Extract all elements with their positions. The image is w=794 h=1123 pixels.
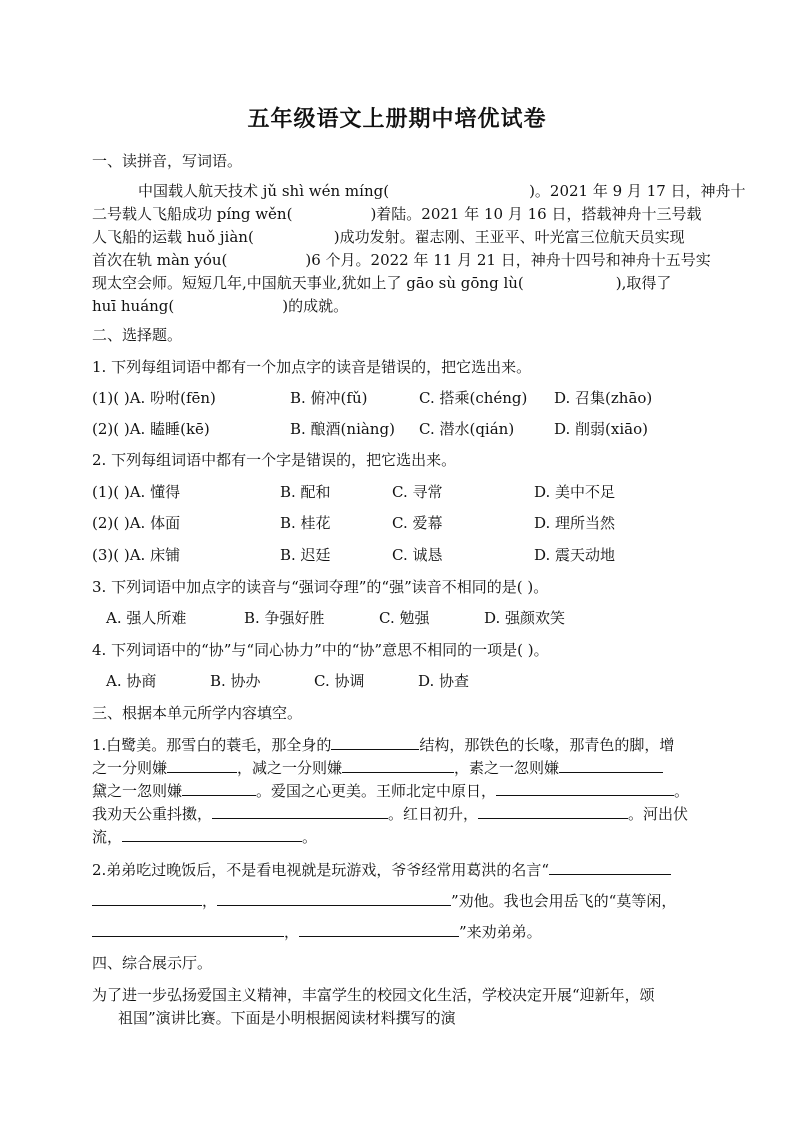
section-3-heading: 三、根据本单元所学内容填空。 [92,704,303,722]
fill-line-7 [92,890,676,912]
question-3: 3. 下列词语中加点字的读音与“强词夺理”的“强”读音不相同的是( )。 [92,578,549,596]
passage-line-6 [92,295,348,317]
fill-text: 。爱国之心更美。王师北定中原日， [256,782,497,800]
fill-text: 。河出伏 [628,805,689,823]
q2-row-3 [92,544,712,566]
answer-blank[interactable] [167,757,237,773]
fill-text: 。 [302,828,318,846]
option-c: C. 协调 [314,672,365,690]
option-a: A. 协商 [106,672,157,690]
option-c: C. 诚恳 [392,546,443,564]
fill-text: 。 [674,782,690,800]
answer-blank[interactable] [182,780,256,796]
passage-text: 二号载人飞船成功 píng wěn( [92,205,293,223]
passage-text: ),取得了 [615,274,672,292]
fill-text: ，素之一忽则嫌 [454,759,560,777]
passage-line-1 [138,180,746,202]
passage-text: )。2021 年 9 月 17 日，神舟十 [529,182,746,200]
q2-row-2 [92,512,712,534]
fill-text: 黛之一忽则嫌 [92,782,183,800]
passage-line-2 [92,203,701,225]
option-a: (3)( )A. 床铺 [92,546,181,564]
passage-text: )着陆。2021 年 10 月 16 日，搭载神舟十三号载 [370,205,702,223]
question-2: 2. 下列每组词语中都有一个字是错误的，把它选出来。 [92,451,457,469]
passage-text: 现太空会师。短短几年,中国航天事业,犹如上了 gāo sù gōng lù( [92,274,524,292]
fill-text: 流， [92,828,123,846]
answer-blank[interactable] [559,757,663,773]
answer-blank[interactable] [217,890,451,906]
q1-row-2 [92,418,712,440]
q4-options [106,670,706,692]
fill-line-5 [92,826,317,848]
option-d: D. 震天动地 [534,546,616,564]
passage-text: huī huáng( [92,297,175,315]
section-2-heading: 二、选择题。 [92,326,183,344]
option-b: B. 协办 [210,672,261,690]
fill-text: 之一分则嫌 [92,759,168,777]
answer-blank[interactable] [92,921,284,937]
passage-text: )的成就。 [282,297,349,315]
answer-blank[interactable] [342,757,454,773]
passage-text: )成功发射。翟志刚、王亚平、叶光富三位航天员实现 [333,228,685,246]
option-a: (2)( )A. 瞌睡(kē) [92,420,210,438]
option-a: (2)( )A. 体面 [92,514,181,532]
option-a: (1)( )A. 懂得 [92,483,181,501]
option-b: B. 迟廷 [280,546,331,564]
option-b: B. 争强好胜 [244,609,325,627]
option-b: B. 酿酒(niàng) [290,420,395,438]
option-b: B. 配和 [280,483,331,501]
passage-text: 首次在轨 màn yóu( [92,251,228,269]
fill-text: 结构，那铁色的长喙，那青色的脚，增 [419,736,675,754]
question-4: 4. 下列词语中的“协”与“同心协力”中的“协”意思不相同的一项是( )。 [92,641,549,659]
q2-row-1 [92,481,712,503]
section-4-text-1: 为了进一步弘扬爱国主义精神，丰富学生的校园文化生活，学校决定开展“迎新年，颂 [92,986,655,1004]
page-title: 五年级语文上册期中培优试卷 [247,106,547,132]
fill-text: 。红日初升， [388,805,479,823]
fill-text: ， [284,923,300,941]
option-a: A. 强人所难 [106,609,187,627]
fill-line-3 [92,780,689,802]
option-c: C. 勉强 [379,609,430,627]
question-1: 1. 下列每组词语中都有一个加点字的读音是错误的，把它选出来。 [92,358,532,376]
option-d: D. 削弱(xiāo) [554,420,648,438]
answer-blank[interactable] [496,780,674,796]
section-4-heading: 四、综合展示厅。 [92,954,213,972]
option-c: C. 爱幕 [392,514,443,532]
fill-line-6 [92,859,671,881]
fill-text: ，减之一分则嫌 [237,759,343,777]
option-c: C. 寻常 [392,483,443,501]
answer-blank[interactable] [478,803,628,819]
option-d: D. 美中不足 [534,483,616,501]
option-d: D. 理所当然 [534,514,616,532]
option-d: D. 强颜欢笑 [484,609,566,627]
fill-line-2 [92,757,663,779]
q3-options [106,607,706,629]
fill-text: 我劝天公重抖擞， [92,805,213,823]
fill-text: ， [202,892,218,910]
passage-line-5 [92,272,671,294]
answer-blank[interactable] [299,921,459,937]
passage-text: 中国载人航天技术 jǔ shì wén míng( [138,182,390,200]
option-a: (1)( )A. 吩咐(fēn) [92,389,216,407]
answer-blank[interactable] [549,859,671,875]
fill-line-4 [92,803,688,825]
passage-text: )6 个月。2022 年 11 月 21 日，神舟十四号和神舟十五号实 [305,251,711,269]
answer-blank[interactable] [212,803,388,819]
fill-text: 1.白鹭美。那雪白的蓑毛，那全身的 [92,736,332,754]
fill-line-8 [92,921,542,943]
option-c: C. 搭乘(chéng) [419,389,528,407]
fill-line-1 [92,734,674,756]
answer-blank[interactable] [331,734,419,750]
fill-text: 2.弟弟吃过晚饭后，不是看电视就是玩游戏，爷爷经常用葛洪的名言“ [92,861,549,879]
fill-text: ”来劝弟弟。 [459,923,542,941]
fill-text: ”劝他。我也会用岳飞的“莫等闲， [451,892,677,910]
option-b: B. 桂花 [280,514,331,532]
q1-row-1 [92,387,712,409]
answer-blank[interactable] [92,890,202,906]
answer-blank[interactable] [122,826,302,842]
section-4-text-2: 祖国”演讲比赛。下面是小明根据阅读材料撰写的演 [118,1009,456,1027]
option-d: D. 协查 [418,672,470,690]
option-c: C. 潜水(qián) [419,420,515,438]
passage-line-4 [92,249,711,271]
passage-line-3 [92,226,685,248]
passage-text: 人飞船的运载 huǒ jiàn( [92,228,254,246]
section-1-heading: 一、读拼音，写词语。 [92,152,243,170]
option-b: B. 俯冲(fǔ) [290,389,368,407]
option-d: D. 召集(zhāo) [554,389,653,407]
